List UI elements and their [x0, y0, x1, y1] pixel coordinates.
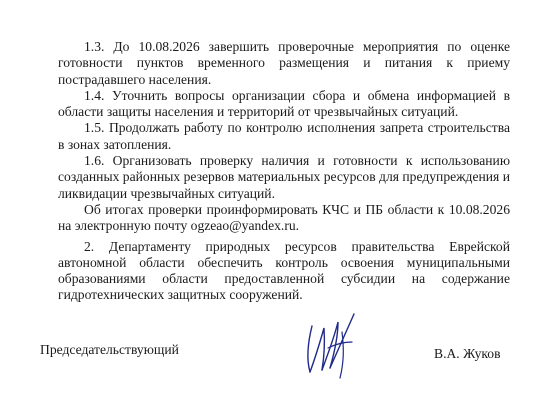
- signer-name: В.А. Жуков: [434, 346, 501, 361]
- paragraph-2: 2. Департаменту природных ресурсов правительства Еврейской автономной области обеспечить контроль освоения муниципальными образованиями области предоставленной субсидии на содержание гидротехнических защитных сооружений.: [58, 238, 510, 303]
- paragraph-report: Об итогах проверки проинформировать КЧС и ПБ области к 10.08.2026 на электронную почту ogzeao@yandex.ru.: [58, 201, 510, 234]
- paragraph-1-5: 1.5. Продолжать работу по контролю исполнения запрета строительства в зонах затопления.: [58, 120, 510, 152]
- handwritten-signature-icon: [298, 308, 368, 380]
- document-body: [58, 39, 510, 304]
- paragraph-1-6: 1.6. Организовать проверку наличия и готовности к использованию созданных районных резервов материальных ресурсов для предупреждения и ликвидации чрезвычайных ситуаций.: [58, 153, 510, 201]
- signer-title: Председательствующий: [40, 342, 179, 357]
- paragraph-1-3: 1.3. До 10.08.2026 завершить проверочные мероприятия по оценке готовности пунктов временного размещения и питания к приему пострадавшего населения.: [58, 39, 510, 87]
- paragraph-1-4: 1.4. Уточнить вопросы организации сбора и обмена информацией в области защиты населения и территорий от чрезвычайных ситуаций.: [58, 87, 510, 120]
